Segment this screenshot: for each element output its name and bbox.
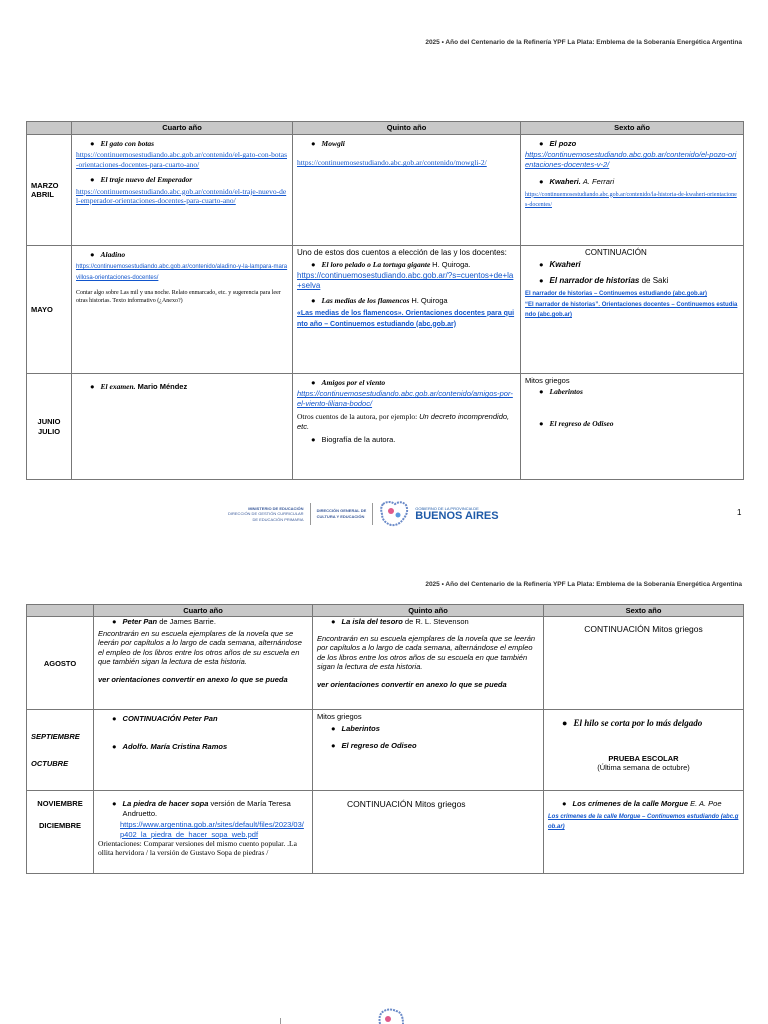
bullet-icon: ● <box>311 378 316 387</box>
book-title: Las medias de los flamencos <box>321 296 410 306</box>
section-heading: Mitos griegos <box>317 712 362 722</box>
book-title: El gato con botas <box>100 139 155 148</box>
book-title: La piedra de hacer sopa <box>122 799 209 809</box>
bullet-icon: ● <box>311 434 316 444</box>
bullet-icon: ● <box>331 617 336 627</box>
bullet-icon: ● <box>90 139 95 148</box>
note-text: Encontrarán en su escuela ejemplares de la novela que se leerán por capítulos a lo largo de cada semana, alternándose el empleo de los libros entre los otros años de su escuela en que también sigan la lectura de esta historia. <box>98 628 302 666</box>
cell-quinto <box>313 617 544 710</box>
book-title: Adolfo. María Cristina Ramos <box>122 741 228 751</box>
schedule-table-2 <box>26 604 744 874</box>
month-cell <box>27 710 94 791</box>
table-row <box>27 374 744 480</box>
resource-link[interactable]: https://continuemosestudiando.abc.gob.ar/contenido/la-historia-de-kwaheri-orientaciones-docentes/ <box>525 191 737 208</box>
cell-sexto <box>544 710 744 791</box>
province-emblem-icon <box>376 1008 406 1024</box>
logo-divider <box>372 503 373 525</box>
logo-divider <box>310 503 311 525</box>
book-author: versión de María Teresa Andruetto. <box>122 799 291 818</box>
book-title: Laberintos <box>341 723 380 733</box>
bullet-icon: ● <box>331 723 336 733</box>
book-author: Mario Méndez <box>137 382 188 391</box>
book-title: Amigos por el viento <box>321 378 386 387</box>
book-author: E. A. Poe <box>690 799 722 809</box>
direction-label: DIRECCIÓN DE GESTIÓN CURRICULAR <box>228 511 304 517</box>
book-title: Kwaheri <box>549 260 581 269</box>
month-label: OCTUBRE <box>31 759 69 769</box>
bullet-icon: ● <box>311 296 316 306</box>
note-text: Biografía de la autora. <box>321 434 396 444</box>
table-row <box>27 617 744 710</box>
exam-label: PRUEBA ESCOLAR <box>608 753 679 763</box>
month-cell: MAYO <box>27 246 72 374</box>
continuation-label: CONTINUACIÓN Mitos griegos <box>584 624 703 635</box>
province-name: BUENOS AIRES <box>415 510 499 522</box>
book-author: H. Quiroga <box>411 296 448 306</box>
bullet-icon: ● <box>90 175 95 185</box>
bullet-icon: ● <box>90 382 95 391</box>
book-title: La isla del tesoro <box>341 617 403 627</box>
dgce-label: DIRECCIÓN GENERAL DE <box>316 508 367 514</box>
exam-date: (Última semana de octubre) <box>597 763 690 772</box>
bullet-icon: ● <box>90 250 95 259</box>
bullet-icon: ● <box>539 276 544 285</box>
column-header-sexto: Sexto año <box>521 122 744 135</box>
cell-quinto <box>293 135 521 246</box>
month-cell: JUNIO JULIO <box>27 374 72 480</box>
cell-quinto <box>313 791 544 874</box>
book-title: Laberintos <box>549 387 583 397</box>
cell-sexto <box>521 246 744 374</box>
ministry-label: MINISTERIO DE EDUCACIÓN <box>248 505 304 511</box>
bullet-icon: ● <box>562 799 567 809</box>
book-title: El hilo se corta por lo más delgado <box>573 718 703 729</box>
note-text: Orientaciones: Comparar versiones del mismo cuento popular. .La ollita hervidora / la versión de Gustavo Sopa de piedras / <box>98 838 297 858</box>
book-title: El narrador de historias <box>549 276 640 285</box>
bullet-icon: ● <box>539 139 544 148</box>
book-author: de James Barrie. <box>159 617 216 627</box>
book-title: El pozo <box>549 139 577 148</box>
province-emblem-icon <box>379 500 409 528</box>
cell-cuarto <box>72 246 293 374</box>
book-author: de R. L. Stevenson <box>404 617 469 627</box>
schedule-table-1 <box>26 121 744 480</box>
book-title: Peter Pan <box>122 617 158 627</box>
resource-link[interactable]: https://continuemosestudiando.abc.gob.ar/?s=cuentos+de+la+selva <box>297 271 514 291</box>
column-header-cuarto: Cuarto año <box>94 605 313 617</box>
resource-link[interactable]: “El narrador de historias”. Orientaciones docentes – Continuemos estudiando (abc.gob.ar) <box>525 301 738 318</box>
bullet-icon: ● <box>311 139 316 148</box>
continuation-label: CONTINUACIÓN Mitos griegos <box>347 799 466 810</box>
note-text: Un decreto incomprendido, etc. <box>297 412 510 431</box>
month-label: DICIEMBRE <box>38 820 82 830</box>
resource-link[interactable]: https://continuemosestudiando.abc.gob.ar/contenido/el-traje-nuevo-del-emperador-orientaciones-docentes-para-cuarto-ano/ <box>76 186 287 205</box>
note-text: Contar algo sobre Las mil y una noche. Relato enmarcado, etc. y sugerencia para leer otras historias. Texto informativo (¿Anexo?) <box>76 290 281 304</box>
bullet-icon: ● <box>311 260 316 269</box>
bullet-icon: ● <box>539 260 544 269</box>
book-title: El loro pelado o La tortuga gigante <box>321 260 431 269</box>
corner-cell <box>27 605 94 617</box>
column-header-sexto: Sexto año <box>544 605 744 617</box>
book-title: El examen. <box>100 382 136 391</box>
cell-cuarto <box>94 710 313 791</box>
month-cell <box>27 791 94 874</box>
month-cell: AGOSTO <box>27 617 94 710</box>
book-title: El traje nuevo del Emperador <box>100 175 193 185</box>
resource-link[interactable]: https://www.argentina.gob.ar/sites/default/files/2023/03/p402_la_piedra_de_hacer_sopa_web.pdf <box>120 820 304 839</box>
column-header-quinto: Quinto año <box>293 122 521 135</box>
month-label: SEPTIEMBRE <box>31 732 80 741</box>
book-title: El regreso de Odiseo <box>341 741 417 751</box>
resource-link[interactable]: «Las medias de los flamencos». Orientaciones docentes para quinto año – Continuemos estudiando (abc.gob.ar) <box>297 309 515 328</box>
page-header-text: 2025 • Año del Centenario de la Refinería YPF La Plata: Emblema de la Soberanía Energética Argentina <box>425 39 742 46</box>
cell-cuarto <box>94 617 313 710</box>
book-title: Mowgli <box>321 139 345 148</box>
cell-quinto <box>293 374 521 480</box>
book-title: Kwaheri. <box>549 177 581 187</box>
bullet-icon: ● <box>562 718 568 729</box>
bullet-icon: ● <box>539 177 544 187</box>
cell-quinto <box>293 246 521 374</box>
bullet-icon: ● <box>539 387 544 397</box>
resource-link[interactable]: El narrador de historias – Continuemos estudiando (abc.gob.ar) <box>525 291 708 297</box>
note-text: Otros cuentos de la autora, por ejemplo: <box>297 412 418 422</box>
column-header-cuarto: Cuarto año <box>72 122 293 135</box>
bullet-icon: ● <box>539 418 544 428</box>
resource-link[interactable]: https://continuemosestudiando.abc.gob.ar/contenido/el-pozo-orientaciones-docentes-v-2/ <box>525 150 737 169</box>
cell-cuarto <box>94 791 313 874</box>
month-label: NOVIEMBRE <box>37 799 83 809</box>
resource-link[interactable]: https://continuemosestudiando.abc.gob.ar/contenido/el-gato-con-botas-orientaciones-docentes-para-cuarto-ano/ <box>76 150 287 169</box>
table-row <box>27 710 744 791</box>
table-row <box>27 246 744 374</box>
resource-link[interactable]: https://continuemosestudiando.abc.gob.ar/contenido/mowgli-2/ <box>297 158 487 168</box>
direction-label: DE EDUCACIÓN PRIMARIA <box>252 516 304 522</box>
corner-cell <box>27 122 72 135</box>
book-author: de Saki <box>641 276 669 285</box>
bullet-icon: ● <box>112 714 117 724</box>
intro-text: Uno de estos dos cuentos a elección de las y los docentes: <box>297 248 507 257</box>
section-heading: Mitos griegos <box>525 376 570 385</box>
resource-link[interactable]: https://continuemosestudiando.abc.gob.ar/contenido/aladino-y-la-lampara-maravillosa-orientaciones-docentes/ <box>76 264 288 281</box>
bullet-icon: ● <box>112 741 117 751</box>
page-number: 1 <box>737 508 742 517</box>
bullet-icon: ● <box>112 617 117 627</box>
note-text: ver orientaciones convertir en anexo lo que se pueda <box>98 675 288 685</box>
cell-cuarto <box>72 374 293 480</box>
month-cell: MARZO ABRIL <box>27 135 72 246</box>
continuation-label: CONTINUACIÓN <box>585 248 647 257</box>
note-text: Encontrarán en su escuela ejemplares de la novela que se leerán por capítulos a lo largo de cada semana, alternándose el empleo de los libros entre los otros años de su escuela en que también sigan la lectura de esta historia. <box>317 633 536 671</box>
logo-divider <box>280 1018 281 1024</box>
cell-sexto <box>544 617 744 710</box>
bullet-icon: ● <box>112 799 117 809</box>
bullet-icon: ● <box>331 741 336 751</box>
page-header-text: 2025 • Año del Centenario de la Refinería YPF La Plata: Emblema de la Soberanía Energética Argentina <box>425 581 742 588</box>
resource-link[interactable]: https://continuemosestudiando.abc.gob.ar/contenido/amigos-por-el-viento-liliana-bodoc/ <box>297 389 513 408</box>
dgce-label: CULTURA Y EDUCACIÓN <box>316 514 365 519</box>
cell-cuarto <box>72 135 293 246</box>
government-label: GOBIERNO DE LA PROVINCIA DE <box>415 506 479 511</box>
book-author: H. Quiroga. <box>432 260 471 269</box>
footer-logo <box>228 500 499 528</box>
book-title: CONTINUACIÓN Peter Pan <box>122 714 218 724</box>
cell-sexto <box>521 374 744 480</box>
book-title: El regreso de Odiseo <box>549 418 614 428</box>
cell-sexto <box>544 791 744 874</box>
book-title: Aladino <box>100 250 126 259</box>
book-author: A. Ferrari <box>582 177 615 187</box>
column-header-quinto: Quinto año <box>313 605 544 617</box>
table-row <box>27 135 744 246</box>
cell-quinto <box>313 710 544 791</box>
note-text: ver orientaciones convertir en anexo lo que se pueda <box>317 680 507 690</box>
table-row <box>27 791 744 874</box>
resource-link[interactable]: Los crímenes de la calle Morgue – Continuemos estudiando (abc.gob.ar) <box>548 813 739 831</box>
book-title: Los crímenes de la calle Morgue <box>572 799 688 809</box>
cell-sexto <box>521 135 744 246</box>
